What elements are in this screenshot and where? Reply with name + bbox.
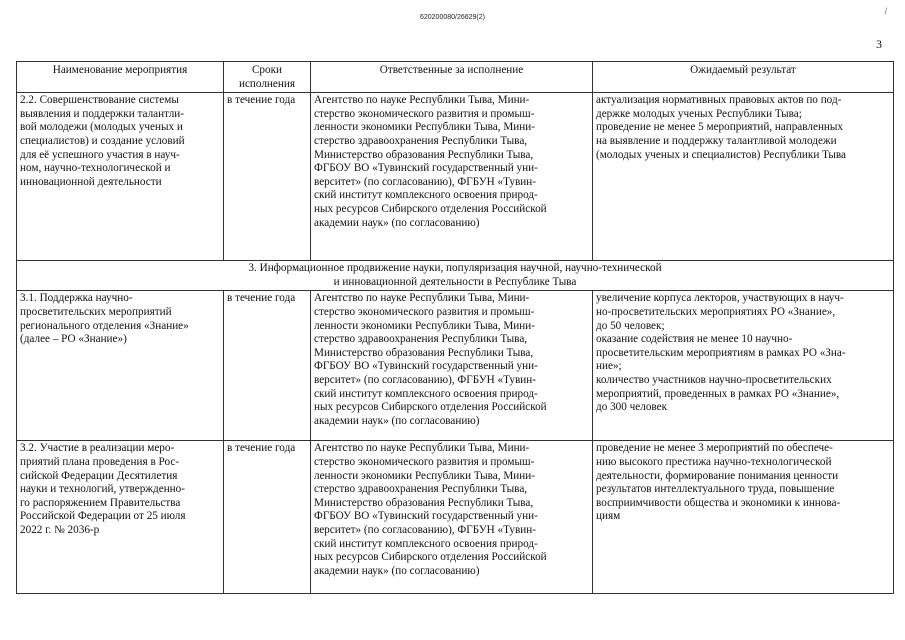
activity-name-cell: 3.2. Участие в реализации меро- приятий плана проведения в Рос- сийской Федерации Десятилетия науки и технологий, утвержденно- го распоряжением Правительства Российской Федерации от 25 июля 2022 г. № 2036-р [17, 441, 224, 594]
corner-mark: \ [881, 6, 890, 17]
activity-name-cell: 3.1. Поддержка научно- просветительских мероприятий регионального отделения «Знание» (далее – РО «Знание») [17, 291, 224, 441]
table-row [17, 93, 894, 261]
responsible-cell: Агентство по науке Республики Тыва, Мини- стерство экономического развития и промыш- ленности экономики Республики Тыва, Мини- стерство здравоохранения Республики Тыва, Министерство образования Республики Тыва, ФГБОУ ВО «Тувинский государственный уни- верситет» (по согласованию), ФГБУН «Тувин- ский институт комплексного освоения природ- ных ресурсов Сибирского отделения Российской академии наук» (по согласованию) [311, 441, 593, 594]
responsible-cell: Агентство по науке Республики Тыва, Мини- стерство экономического развития и промыш- ленности экономики Республики Тыва, Мини- стерство здравоохранения Республики Тыва, Министерство образования Республики Тыва, ФГБОУ ВО «Тувинский государственный уни- верситет» (по согласованию), ФГБУН «Тувин- ский институт комплексного освоения природ- ных ресурсов Сибирского отделения Российской академии наук» (по согласованию) [311, 291, 593, 441]
term-cell: в течение года [224, 93, 311, 261]
result-cell: увеличение корпуса лекторов, участвующих в науч- но-просветительских мероприятиях РО «Знание», до 50 человек; оказание содействия не менее 10 научно- просветительским мероприятиям в рамках РО «Зна- ние»; количество участников научно-просветительских мероприятий, проведенных в рамках РО «Знание», до 300 человек [593, 291, 894, 441]
result-cell: актуализация нормативных правовых актов по под- держке молодых ученых Республики Тыва; проведение не менее 5 мероприятий, направленных на выявление и поддержку талантливой молодежи (молодых ученых и специалистов) Республики Тыва [593, 93, 894, 261]
page-number: 3 [876, 37, 882, 51]
section-heading-row [17, 261, 894, 291]
table-row [17, 291, 894, 441]
responsible-cell: Агентство по науке Республики Тыва, Мини- стерство экономического развития и промыш- ленности экономики Республики Тыва, Мини- стерство здравоохранения Республики Тыва, Министерство образования Республики Тыва, ФГБОУ ВО «Тувинский государственный уни- верситет» (по согласованию), ФГБУН «Тувин- ский институт комплексного освоения природ- ных ресурсов Сибирского отделения Российской академии наук» (по согласованию) [311, 93, 593, 261]
activity-name-cell: 2.2. Совершенствование системы выявления и поддержки талантли- вой молодежи (молодых ученых и специалистов) и создание условий для её успешного участия в науч- ном, научно-технологической и инновационной деятельности [17, 93, 224, 261]
result-cell: проведение не менее 3 мероприятий по обеспече- нию высокого престижа научно-технологической деятельности, формирование понимания ценности результатов интеллектуального труда, повышение восприимчивости общества и экономики к иннова- циям [593, 441, 894, 594]
term-cell: в течение года [224, 291, 311, 441]
column-header-responsible: Ответственные за исполнение [311, 62, 593, 93]
action-plan-table [16, 61, 894, 594]
column-header-term: Сроки исполнения [224, 62, 311, 93]
table-row [17, 441, 894, 594]
term-cell: в течение года [224, 441, 311, 594]
table-header-row [17, 62, 894, 93]
section-heading: 3. Информационное продвижение науки, популяризация научной, научно-технической и инновационной деятельности в Республике Тыва [17, 261, 894, 291]
column-header-name: Наименование мероприятия [17, 62, 224, 93]
document-id: 620200080/26629(2) [419, 14, 485, 21]
column-header-result: Ожидаемый результат [593, 62, 894, 93]
